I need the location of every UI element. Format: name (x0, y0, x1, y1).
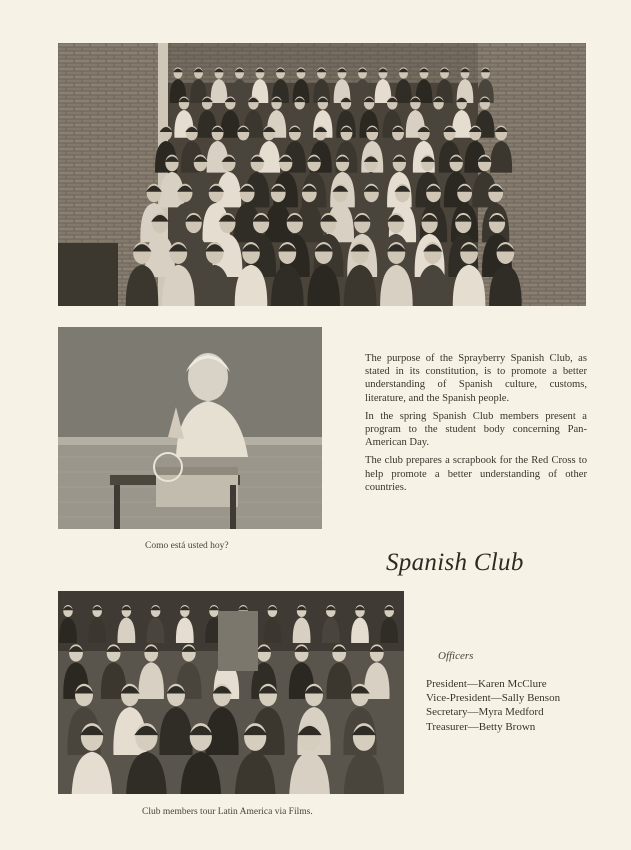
page-title: Spanish Club (386, 549, 524, 576)
officer-president: President—Karen McClure (426, 678, 547, 690)
officer-treasurer: Treasurer—Betty Brown (426, 720, 536, 733)
officer-vice-president: Vice-President—Sally Benson (426, 692, 561, 705)
group-photo (58, 43, 586, 306)
description-paragraph: The purpose of the Sprayberry Spanish Club, as stated in its constitution, is to promote a better understanding of Spanish culture, customs, literature, and the Spanish people. (365, 353, 587, 404)
officer-secretary: Secretary—Myra Medford (426, 706, 544, 719)
description-paragraph: The club prepares a scrapbook for the Red Cross to help promote a better understanding of other countries. (365, 455, 587, 493)
officers-list (426, 677, 560, 734)
teacher-photo-caption: Como está usted hoy? (145, 541, 229, 551)
description-paragraph: In the spring Spanish Club members present a program to the student body concerning Pan-American Day. (365, 410, 587, 449)
classroom-photo (58, 591, 404, 794)
officers-heading: Officers (438, 650, 474, 662)
classroom-photo-caption: Club members tour Latin America via Films. (142, 807, 313, 817)
teacher-photo (58, 327, 322, 529)
club-description (365, 352, 587, 499)
